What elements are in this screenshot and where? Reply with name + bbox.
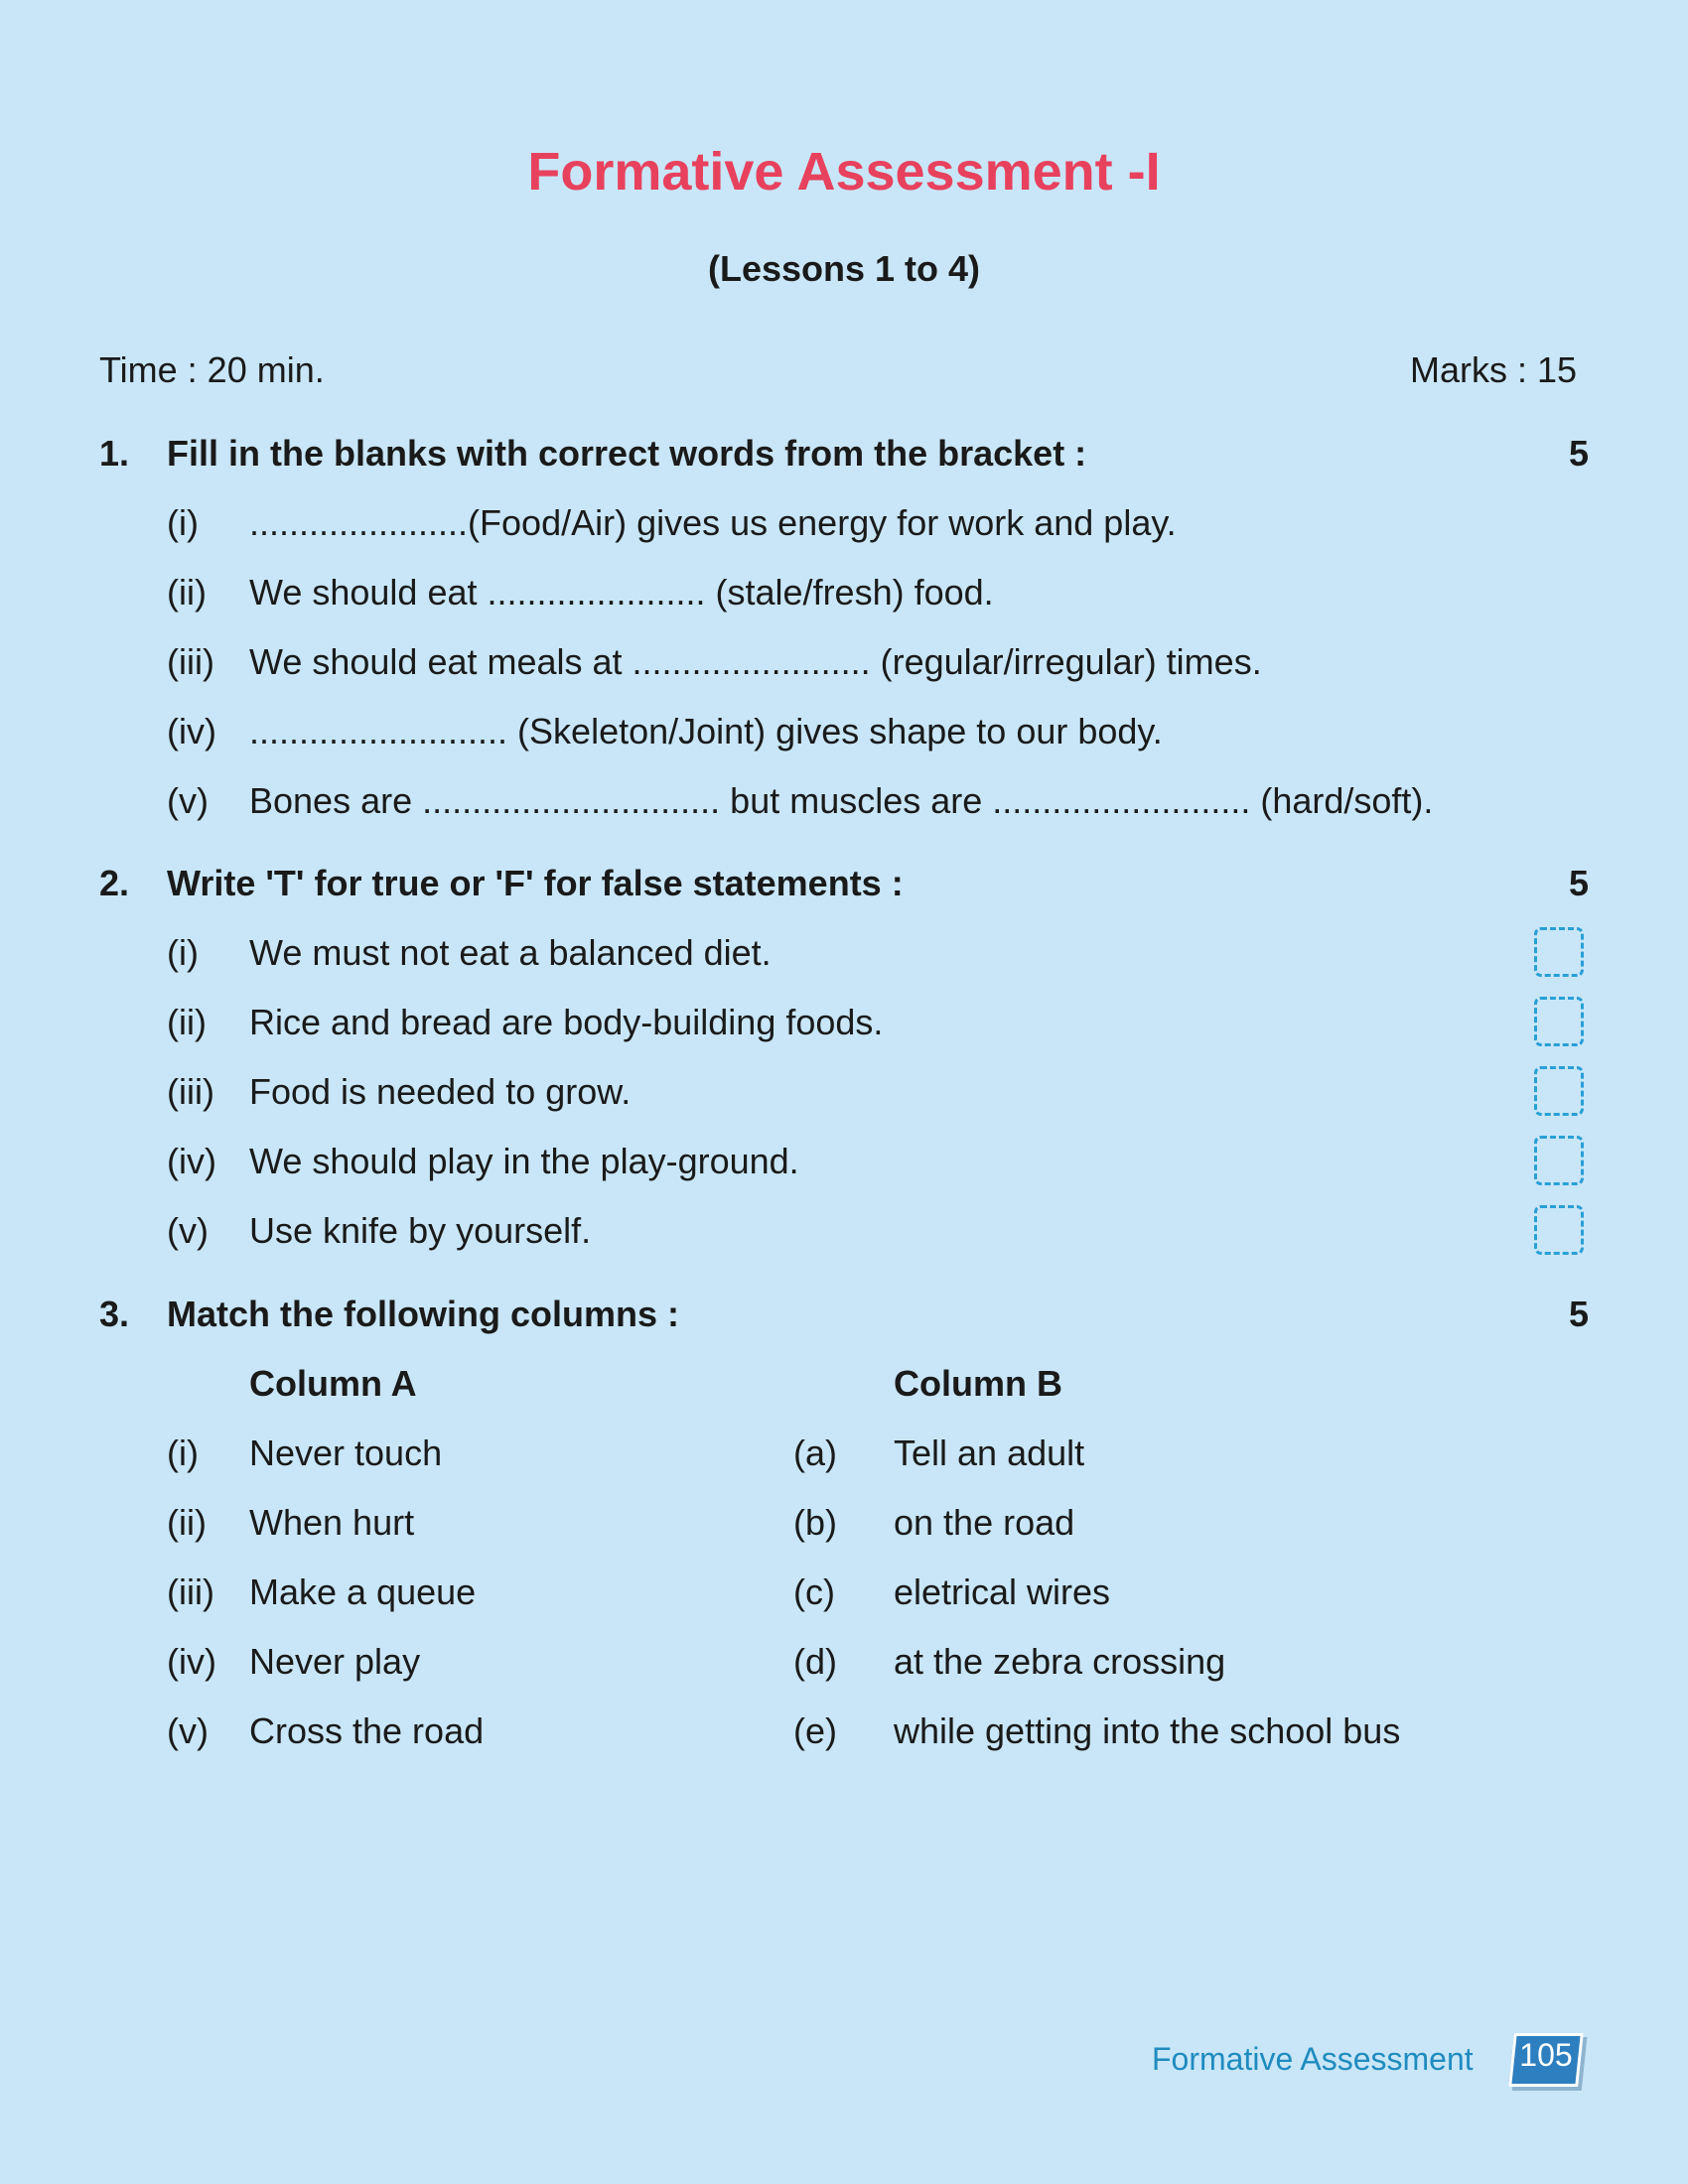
answer-box[interactable] bbox=[1534, 1136, 1584, 1185]
question-number: 3. bbox=[99, 1294, 130, 1334]
column-a-heading: Column A bbox=[249, 1363, 417, 1404]
column-b-number: (b) bbox=[793, 1502, 837, 1543]
fill-blank-item bbox=[167, 711, 1589, 754]
item-number: (v) bbox=[167, 780, 209, 821]
column-a-number: (i) bbox=[167, 1433, 199, 1473]
item-number: (iv) bbox=[167, 1141, 216, 1181]
fill-blank-item bbox=[167, 502, 1589, 546]
question-text: Fill in the blanks with correct words from the bracket : bbox=[167, 433, 1087, 474]
question-text: Write 'T' for true or 'F' for false statements : bbox=[167, 863, 904, 903]
column-a-number: (iv) bbox=[167, 1641, 216, 1682]
column-b-heading: Column B bbox=[894, 1363, 1062, 1404]
column-b-text: Tell an adult bbox=[894, 1433, 1085, 1473]
column-a-text: Make a queue bbox=[249, 1571, 477, 1612]
column-a-text: When hurt bbox=[249, 1502, 415, 1543]
item-text: We must not eat a balanced diet. bbox=[249, 932, 772, 973]
match-row bbox=[167, 1502, 1589, 1546]
item-number: (i) bbox=[167, 932, 199, 973]
answer-box[interactable] bbox=[1534, 927, 1584, 977]
item-number: (iii) bbox=[167, 641, 214, 682]
question-text: Match the following columns : bbox=[167, 1294, 679, 1334]
column-b-number: (e) bbox=[793, 1710, 837, 1751]
true-false-item bbox=[167, 932, 1589, 976]
answer-box[interactable] bbox=[1534, 1205, 1584, 1255]
question-marks: 5 bbox=[1568, 433, 1589, 474]
item-text: We should play in the play-ground. bbox=[249, 1141, 799, 1181]
question-number: 2. bbox=[99, 863, 130, 903]
page-title: Formative Assessment -I bbox=[527, 142, 1161, 202]
item-text: Use knife by yourself. bbox=[249, 1210, 592, 1251]
column-a-text: Never touch bbox=[249, 1433, 443, 1473]
question-3-heading bbox=[99, 1294, 1589, 1337]
true-false-item bbox=[167, 1141, 1589, 1184]
match-row bbox=[167, 1641, 1589, 1685]
column-b-text: on the road bbox=[894, 1502, 1075, 1543]
item-number: (ii) bbox=[167, 1002, 207, 1042]
answer-box[interactable] bbox=[1534, 997, 1584, 1046]
question-number: 1. bbox=[99, 433, 130, 474]
column-a-number: (ii) bbox=[167, 1502, 207, 1543]
match-row bbox=[167, 1433, 1589, 1476]
time-label: Time : 20 min. bbox=[99, 349, 325, 390]
page-subtitle: (Lessons 1 to 4) bbox=[707, 248, 981, 289]
page-number: 105 bbox=[1519, 2037, 1573, 2073]
column-a-number: (v) bbox=[167, 1710, 209, 1751]
match-row bbox=[167, 1710, 1589, 1754]
question-marks: 5 bbox=[1568, 863, 1589, 903]
fill-blank-item bbox=[167, 572, 1589, 615]
item-number: (iv) bbox=[167, 711, 216, 751]
question-2-heading bbox=[99, 863, 1589, 906]
marks-label: Marks : 15 bbox=[1409, 349, 1577, 390]
column-a-text: Never play bbox=[249, 1641, 421, 1682]
column-b-text: eletrical wires bbox=[894, 1571, 1111, 1612]
question-marks: 5 bbox=[1568, 1294, 1589, 1334]
item-text: We should eat ...................... (stale/fresh) food. bbox=[249, 572, 994, 613]
item-number: (v) bbox=[167, 1210, 209, 1251]
column-a-number: (iii) bbox=[167, 1571, 214, 1612]
item-text: Rice and bread are body-building foods. bbox=[249, 1002, 884, 1042]
item-text: We should eat meals at ........................ (regular/irregular) times. bbox=[249, 641, 1262, 682]
item-text: ......................(Food/Air) gives us energy for work and play. bbox=[249, 502, 1177, 543]
match-row bbox=[167, 1571, 1589, 1615]
column-b-text: at the zebra crossing bbox=[894, 1641, 1226, 1682]
item-text: Food is needed to grow. bbox=[249, 1071, 632, 1112]
column-a-text: Cross the road bbox=[249, 1710, 485, 1751]
column-b-number: (d) bbox=[793, 1641, 837, 1682]
footer-section-label: Formative Assessment bbox=[1152, 2041, 1474, 2077]
item-text: .......................... (Skeleton/Joint) gives shape to our body. bbox=[249, 711, 1163, 751]
column-b-number: (a) bbox=[793, 1433, 837, 1473]
true-false-item bbox=[167, 1002, 1589, 1045]
true-false-item bbox=[167, 1071, 1589, 1115]
column-b-text: while getting into the school bus bbox=[894, 1710, 1401, 1751]
fill-blank-item bbox=[167, 780, 1589, 824]
column-b-number: (c) bbox=[793, 1571, 835, 1612]
item-number: (iii) bbox=[167, 1071, 214, 1112]
answer-box[interactable] bbox=[1534, 1066, 1584, 1116]
item-number: (i) bbox=[167, 502, 199, 543]
item-text: Bones are .............................. but muscles are .......................... (hard/soft). bbox=[249, 780, 1434, 821]
true-false-item bbox=[167, 1210, 1589, 1254]
item-number: (ii) bbox=[167, 572, 207, 613]
question-1-heading bbox=[99, 433, 1589, 477]
fill-blank-item bbox=[167, 641, 1589, 685]
